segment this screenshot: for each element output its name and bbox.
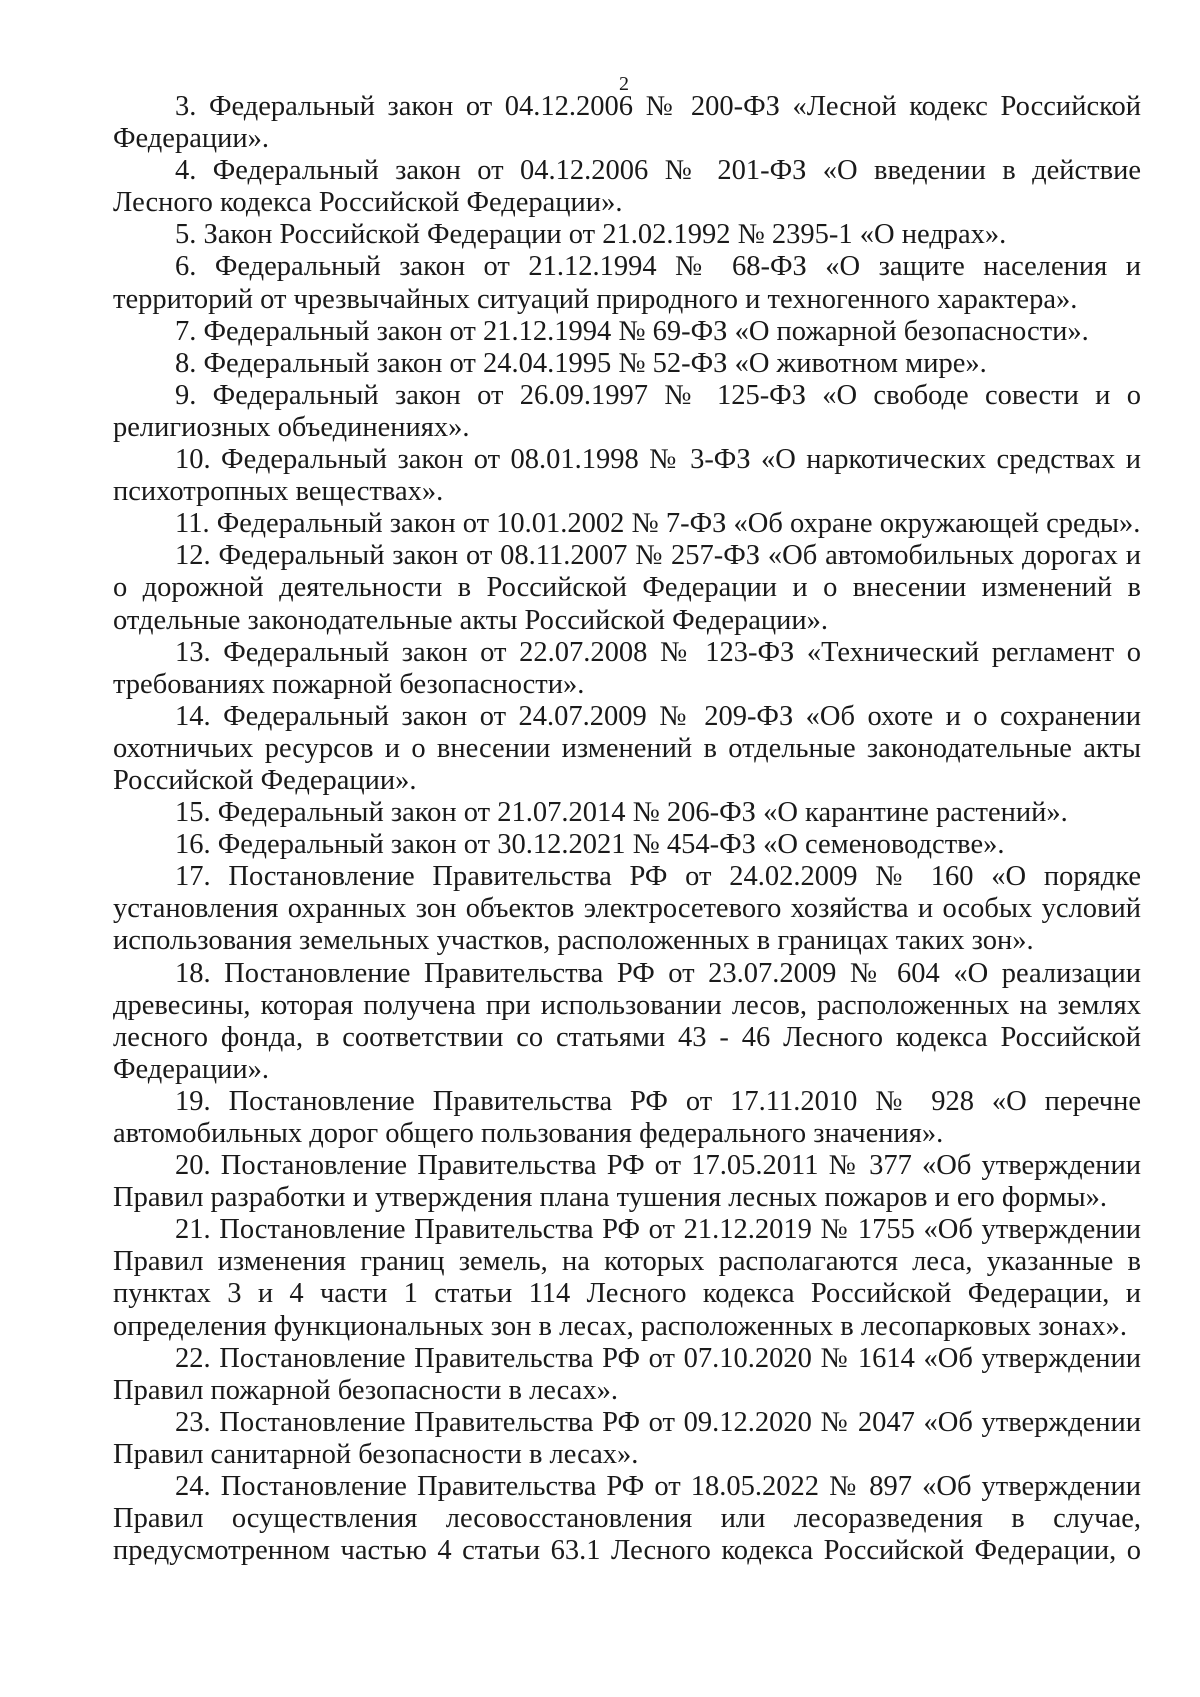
list-item: 22. Постановление Правительства РФ от 07.10.2020 № 1614 «Об утверждении Правил пожарной безопасности в лесах». [113, 1342, 1141, 1406]
list-item: 19. Постановление Правительства РФ от 17.11.2010 № 928 «О перечне автомобильных дорог общего пользования федерального значения». [113, 1085, 1141, 1149]
list-item: 18. Постановление Правительства РФ от 23.07.2009 № 604 «О реализации древесины, которая получена при использовании лесов, расположенных на землях лесного фонда, в соответствии со статьями 43 - 46 Лесного кодекса Российской Федерации». [113, 957, 1141, 1085]
list-item: 7. Федеральный закон от 21.12.1994 № 69-ФЗ «О пожарной безопасности». [175, 315, 1089, 347]
list-item: 12. Федеральный закон от 08.11.2007 № 257-ФЗ «Об автомобильных дорогах и о дорожной деятельности в Российской Федерации и о внесении изменений в отдельные законодательные акты Российской Федерации». [113, 540, 1141, 636]
list-item: 13. Федеральный закон от 22.07.2008 № 123-ФЗ «Технический регламент о требованиях пожарной безопасности». [113, 636, 1141, 700]
list-item: 15. Федеральный закон от 21.07.2014 № 206-ФЗ «О карантине растений». [175, 797, 1068, 829]
list-item: 9. Федеральный закон от 26.09.1997 № 125-ФЗ «О свободе совести и о религиозных объединениях». [113, 379, 1141, 443]
list-item: 23. Постановление Правительства РФ от 09.12.2020 № 2047 «Об утверждении Правил санитарной безопасности в лесах». [113, 1406, 1141, 1470]
list-item: 24. Постановление Правительства РФ от 18.05.2022 № 897 «Об утверждении Правил осуществления лесовосстановления или лесоразведения в случае, предусмотренном частью 4 статьи 63.1 Лесного кодекса Российской Федерации, о [113, 1471, 1141, 1567]
list-item: 5. Закон Российской Федерации от 21.02.1992 № 2395-1 «О недрах». [175, 219, 1007, 251]
list-item: 20. Постановление Правительства РФ от 17.05.2011 № 377 «Об утверждении Правил разработки и утверждения плана тушения лесных пожаров и его формы». [113, 1150, 1141, 1214]
page-number: 2 [619, 73, 629, 95]
list-item: 17. Постановление Правительства РФ от 24.02.2009 № 160 «О порядке установления охранных зон объектов электросетевого хозяйства и особых условий использования земельных участков, расположенных в границах таких зон». [113, 861, 1141, 957]
list-item: 16. Федеральный закон от 30.12.2021 № 454-ФЗ «О семеноводстве». [175, 829, 1005, 861]
list-item: 6. Федеральный закон от 21.12.1994 № 68-ФЗ «О защите населения и территорий от чрезвычайных ситуаций природного и техногенного характера». [113, 251, 1141, 315]
list-item: 8. Федеральный закон от 24.04.1995 № 52-ФЗ «О животном мире». [175, 347, 987, 379]
list-item: 10. Федеральный закон от 08.01.1998 № 3-ФЗ «О наркотических средствах и психотропных веществах». [113, 444, 1141, 508]
list-item: 3. Федеральный закон от 04.12.2006 № 200-ФЗ «Лесной кодекс Российской Федерации». [113, 91, 1141, 155]
list-item: 4. Федеральный закон от 04.12.2006 № 201-ФЗ «О введении в действие Лесного кодекса Российской Федерации». [113, 155, 1141, 219]
list-item: 14. Федеральный закон от 24.07.2009 № 209-ФЗ «Об охоте и о сохранении охотничьих ресурсов и о внесении изменений в отдельные законодательные акты Российской Федерации». [113, 700, 1141, 796]
list-item: 11. Федеральный закон от 10.01.2002 № 7-ФЗ «Об охране окружающей среды». [175, 508, 1141, 540]
list-item: 21. Постановление Правительства РФ от 21.12.2019 № 1755 «Об утверждении Правил изменения границ земель, на которых располагаются леса, указанные в пунктах 3 и 4 части 1 статьи 114 Лесного кодекса Российской Федерации, и определения функциональных зон в лесах, расположенных в лесопарковых зонах». [113, 1214, 1141, 1342]
legal-acts-list [113, 91, 1141, 1567]
